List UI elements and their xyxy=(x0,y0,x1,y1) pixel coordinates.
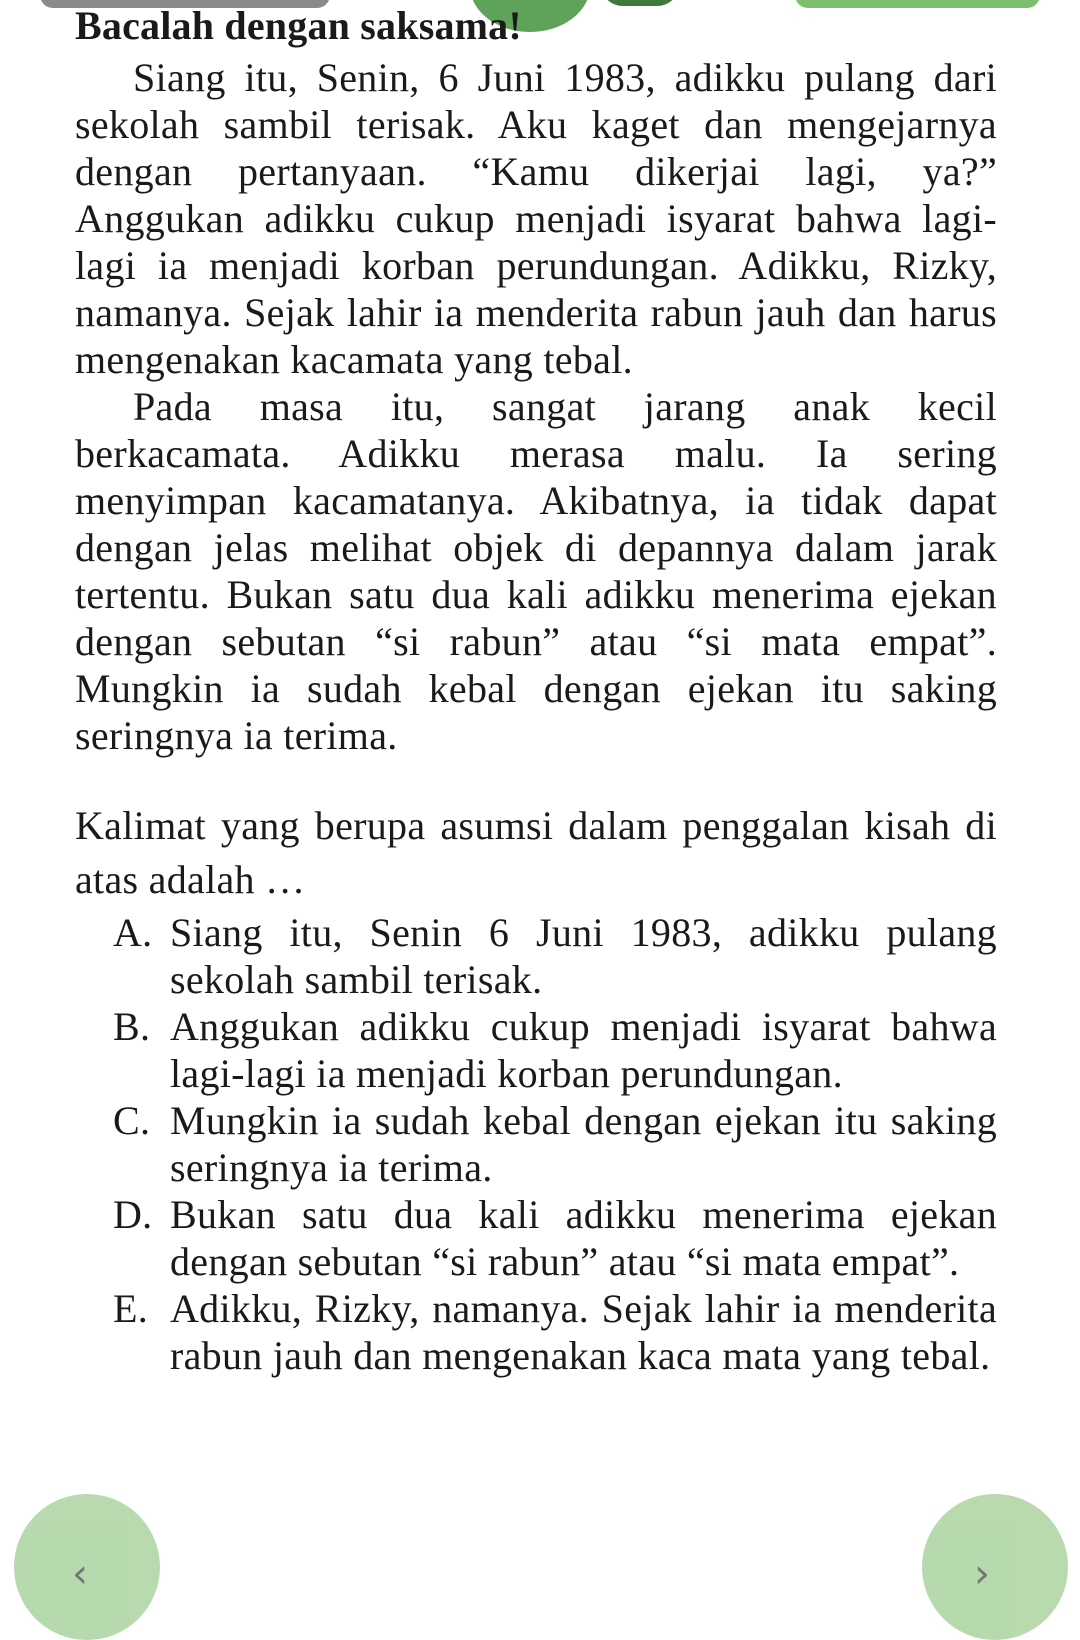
question-text: Kalimat yang berupa asumsi dalam penggalan kisah di atas adalah … xyxy=(75,803,997,902)
option-d[interactable] xyxy=(75,1191,997,1285)
option-letter: C. xyxy=(113,1098,151,1143)
answer-options xyxy=(75,909,997,1379)
option-b[interactable] xyxy=(75,1003,997,1097)
instruction-heading: Bacalah dengan saksama! xyxy=(75,3,522,48)
option-text: Siang itu, Senin 6 Juni 1983, adikku pulang sekolah sambil terisak. xyxy=(170,910,997,1002)
option-letter: E. xyxy=(113,1286,149,1331)
option-a[interactable] xyxy=(75,909,997,1003)
chevron-left-icon: ‹ xyxy=(72,1551,88,1597)
story-paragraph-2: Pada masa itu, sangat jarang anak kecil berkacamata. Adikku merasa malu. Ia sering menyimpan kacamatanya. Akibatnya, ia tidak dapat dengan jelas melihat objek di depannya dalam jarak tertentu. Bukan satu dua kali adikku menerima ejekan dengan sebutan “si rabun” atau “si mata empat”. Mungkin ia sudah kebal dengan ejekan itu saking seringnya ia terima. xyxy=(75,384,997,758)
story-paragraph-1: Siang itu, Senin, 6 Juni 1983, adikku pulang dari sekolah sambil terisak. Aku kaget dan mengejarnya dengan pertanyaan. “Kamu dikerjai lagi, ya?” Anggukan adikku cukup menjadi isyarat bahwa lagi-lagi ia menjadi korban perundungan. Adikku, Rizky, namanya. Sejak lahir ia menderita rabun jauh dan harus mengenakan kacamata yang tebal. xyxy=(75,55,997,382)
option-text: Adikku, Rizky, namanya. Sejak lahir ia menderita rabun jauh dan mengenakan kaca mata yang tebal. xyxy=(170,1286,997,1378)
previous-page-button[interactable] xyxy=(14,1494,160,1640)
option-text: Bukan satu dua kali adikku menerima ejekan dengan sebutan “si rabun” atau “si mata empat”. xyxy=(170,1192,997,1284)
chevron-right-icon: › xyxy=(974,1551,990,1597)
option-letter: B. xyxy=(113,1004,151,1049)
next-page-button[interactable] xyxy=(922,1494,1068,1640)
option-letter: D. xyxy=(113,1192,153,1237)
option-letter: A. xyxy=(113,910,153,955)
option-e[interactable] xyxy=(75,1285,997,1379)
option-c[interactable] xyxy=(75,1097,997,1191)
option-text: Mungkin ia sudah kebal dengan ejekan itu saking seringnya ia terima. xyxy=(170,1098,997,1190)
reading-content xyxy=(75,2,997,1379)
option-text: Anggukan adikku cukup menjadi isyarat bahwa lagi-lagi ia menjadi korban perundungan. xyxy=(170,1004,997,1096)
